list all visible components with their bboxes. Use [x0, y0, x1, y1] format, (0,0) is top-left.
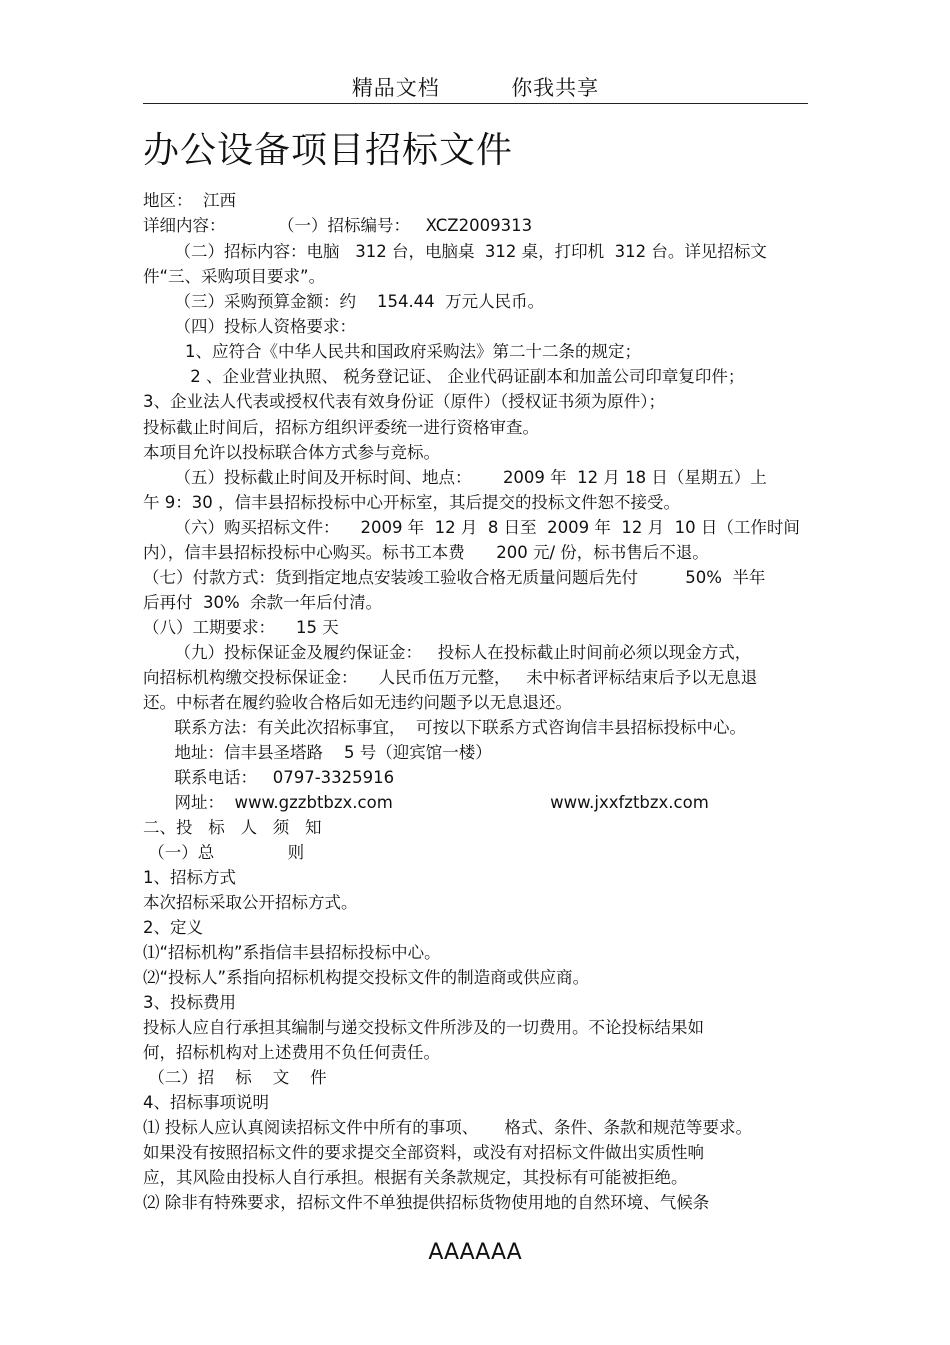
body-line: 应，其风险由投标人自行承担。根据有关条款规定，其投标有可能被拒绝。 [143, 1168, 688, 1187]
body-line: 4、招标事项说明 [143, 1093, 269, 1112]
body-line: 投标人应自行承担其编制与递交投标文件所涉及的一切费用。不论投标结果如 [143, 1018, 704, 1037]
body-line: 后再付 30% 余款一年后付清。 [143, 593, 383, 612]
body-line: ⑵ 除非有特殊要求，招标文件不单独提供招标货物使用地的自然环境、气候条 [143, 1193, 710, 1212]
body-line: 件“三、采购项目要求”。 [143, 267, 326, 286]
document-title: 办公设备项目招标文件 [143, 130, 514, 171]
body-line: 午 9：30 ，信丰县招标投标中心开标室，其后提交的投标文件恕不接受。 [143, 493, 680, 512]
page-footer: AAAAAA [428, 1240, 522, 1265]
body-line: （一）总 则 [143, 843, 305, 862]
body-line: 3、投标费用 [143, 993, 236, 1012]
body-line: 二、投 标 人 须 知 [143, 818, 322, 837]
body-line: 地区： 江西 [143, 191, 236, 210]
body-line: ⑴ 投标人应认真阅读招标文件中所有的事项、 格式、条件、条款和规范等要求。 [143, 1118, 752, 1137]
body-line: 如果没有按照招标文件的要求提交全部资料，或没有对招标文件做出实质性响 [143, 1143, 704, 1162]
body-line: （六）购买招标文件： 2009 年 12 月 8 日至 2009 年 12 月 10 日（工作时间 [143, 518, 800, 537]
body-line: 本次招标采取公开招标方式。 [143, 893, 358, 912]
body-line: 地址：信丰县圣塔路 5 号（迎宾馆一楼） [143, 743, 492, 762]
body-line: 向招标机构缴交投标保证金： 人民币伍万元整， 未中标者评标结束后予以无息退 [143, 668, 758, 687]
body-line: 还。中标者在履约验收合格后如无违约问题予以无息退还。 [143, 693, 572, 712]
body-line: 投标截止时间后，招标方组织评委统一进行资格审查。 [143, 418, 539, 437]
body-line: （八）工期要求： 15 天 [143, 618, 339, 637]
body-line: 2、定义 [143, 918, 203, 937]
body-line: （二）招 标 文 件 [143, 1068, 327, 1087]
body-line: 联系电话： 0797-3325916 [143, 768, 395, 787]
body-line: （四）投标人资格要求： [143, 317, 356, 336]
body-line: 详细内容： （一）招标编号： XCZ2009313 [143, 216, 533, 235]
body-line: （九）投标保证金及履约保证金： 投标人在投标截止时间前必须以现金方式， [143, 643, 752, 662]
body-line: 2 、企业营业执照、 税务登记证、 企业代码证副本和加盖公司印章复印件； [143, 367, 745, 386]
body-line: （五）投标截止时间及开标时间、地点： 2009 年 12 月 18 日（星期五）上 [143, 468, 767, 487]
body-line: 何，招标机构对上述费用不负任何责任。 [143, 1043, 440, 1062]
body-line: （三）采购预算金额：约 154.44 万元人民币。 [143, 292, 545, 311]
body-line: ⑴“招标机构”系指信丰县招标投标中心。 [143, 943, 441, 962]
body-line: 1、招标方式 [143, 868, 236, 887]
header-right-text: 你我共享 [511, 76, 600, 100]
body-line: 内），信丰县招标投标中心购买。标书工本费 200 元/ 份，标书售后不退。 [143, 543, 709, 562]
body-line: 本项目允许以投标联合体方式参与竞标。 [143, 443, 440, 462]
body-line: 网址： www.gzzbtbzx.com www.jxxfztbzx.com [143, 793, 709, 812]
header-left-text: 精品文档 [351, 76, 440, 100]
body-line: （二）招标内容：电脑 312 台，电脑桌 312 桌，打印机 312 台。详见招标文 [143, 242, 767, 261]
body-line: 联系方法：有关此次招标事宜， 可按以下联系方式咨询信丰县招标投标中心。 [143, 718, 746, 737]
body-line: （七）付款方式：货到指定地点安装竣工验收合格无质量问题后先付 50% 半年 [143, 568, 766, 587]
body-line: 1、应符合《中华人民共和国政府采购法》第二十二条的规定； [143, 342, 641, 361]
page-header [143, 72, 808, 102]
body-line: ⑵“投标人”系指向招标机构提交投标文件的制造商或供应商。 [143, 968, 590, 987]
header-divider [143, 103, 808, 104]
body-line: 3、企业法人代表或授权代表有效身份证（原件）（授权证书须为原件）； [143, 392, 665, 411]
